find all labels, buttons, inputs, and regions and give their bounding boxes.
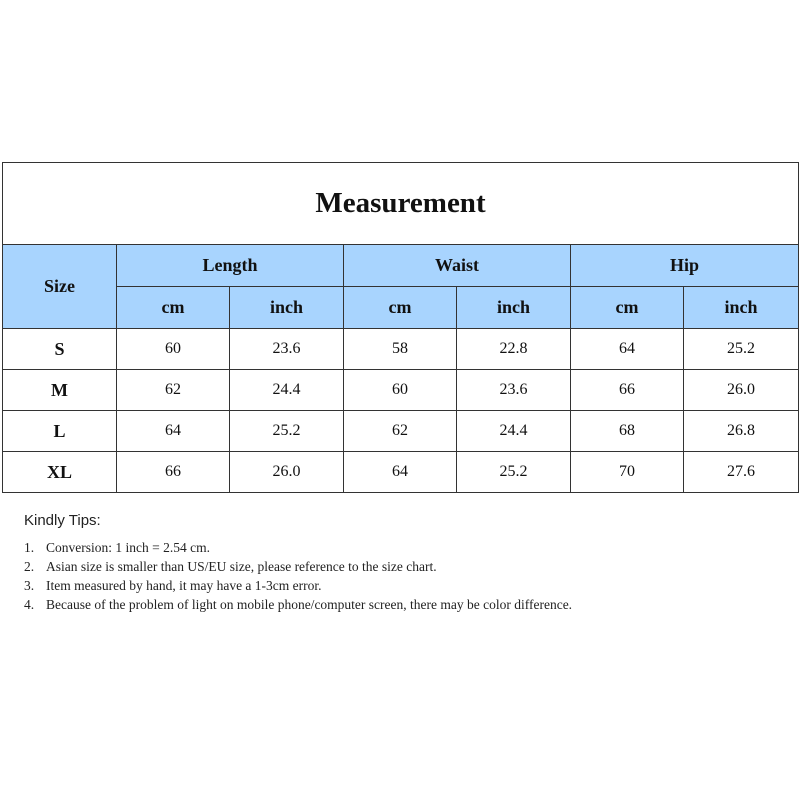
table-cell: 24.4 [230, 370, 344, 411]
unit-header: cm [571, 287, 684, 329]
size-label: XL [3, 452, 117, 493]
size-label: S [3, 329, 117, 370]
table-cell: 64 [571, 329, 684, 370]
table-cell: 26.8 [684, 411, 799, 452]
table-title: Measurement [3, 163, 799, 245]
table-row [3, 329, 799, 370]
list-item [24, 538, 584, 557]
list-number: 4. [24, 597, 35, 612]
table-cell: 23.6 [457, 370, 571, 411]
list-number: 3. [24, 578, 35, 593]
table-cell: 62 [344, 411, 457, 452]
list-text: Because of the problem of light on mobile phone/computer screen, there may be color difference. [46, 597, 573, 612]
table-cell: 25.2 [457, 452, 571, 493]
list-item [24, 595, 584, 614]
list-item [24, 557, 584, 576]
table-row [3, 452, 799, 493]
table-row [3, 411, 799, 452]
table-cell: 58 [344, 329, 457, 370]
table-cell: 60 [344, 370, 457, 411]
table-cell: 60 [117, 329, 230, 370]
unit-header: cm [344, 287, 457, 329]
size-chart-table [2, 162, 799, 493]
waist-group-header: Waist [344, 245, 571, 287]
list-item [24, 576, 584, 595]
table-cell: 26.0 [230, 452, 344, 493]
length-group-header: Length [117, 245, 344, 287]
table-cell: 62 [117, 370, 230, 411]
table-cell: 68 [571, 411, 684, 452]
table-row [3, 370, 799, 411]
list-text: Item measured by hand, it may have a 1-3cm error. [46, 578, 322, 593]
tips-title: Kindly Tips: [24, 512, 101, 529]
table-cell: 25.2 [684, 329, 799, 370]
unit-header: inch [230, 287, 344, 329]
table-cell: 27.6 [684, 452, 799, 493]
table-cell: 64 [117, 411, 230, 452]
kindly-tips [24, 512, 584, 614]
unit-header: cm [117, 287, 230, 329]
list-text: Conversion: 1 inch = 2.54 cm. [46, 540, 210, 555]
table-cell: 70 [571, 452, 684, 493]
list-text: Asian size is smaller than US/EU size, please reference to the size chart. [46, 559, 437, 574]
list-number: 2. [24, 559, 35, 574]
table-cell: 24.4 [457, 411, 571, 452]
table-cell: 66 [571, 370, 684, 411]
table-cell: 22.8 [457, 329, 571, 370]
list-number: 1. [24, 540, 35, 555]
table-cell: 66 [117, 452, 230, 493]
size-label: M [3, 370, 117, 411]
tips-list [24, 538, 584, 614]
table-cell: 23.6 [230, 329, 344, 370]
size-label: L [3, 411, 117, 452]
size-column-header: Size [3, 245, 117, 329]
table-cell: 26.0 [684, 370, 799, 411]
unit-header: inch [457, 287, 571, 329]
table-cell: 64 [344, 452, 457, 493]
hip-group-header: Hip [571, 245, 799, 287]
table-cell: 25.2 [230, 411, 344, 452]
unit-header: inch [684, 287, 799, 329]
